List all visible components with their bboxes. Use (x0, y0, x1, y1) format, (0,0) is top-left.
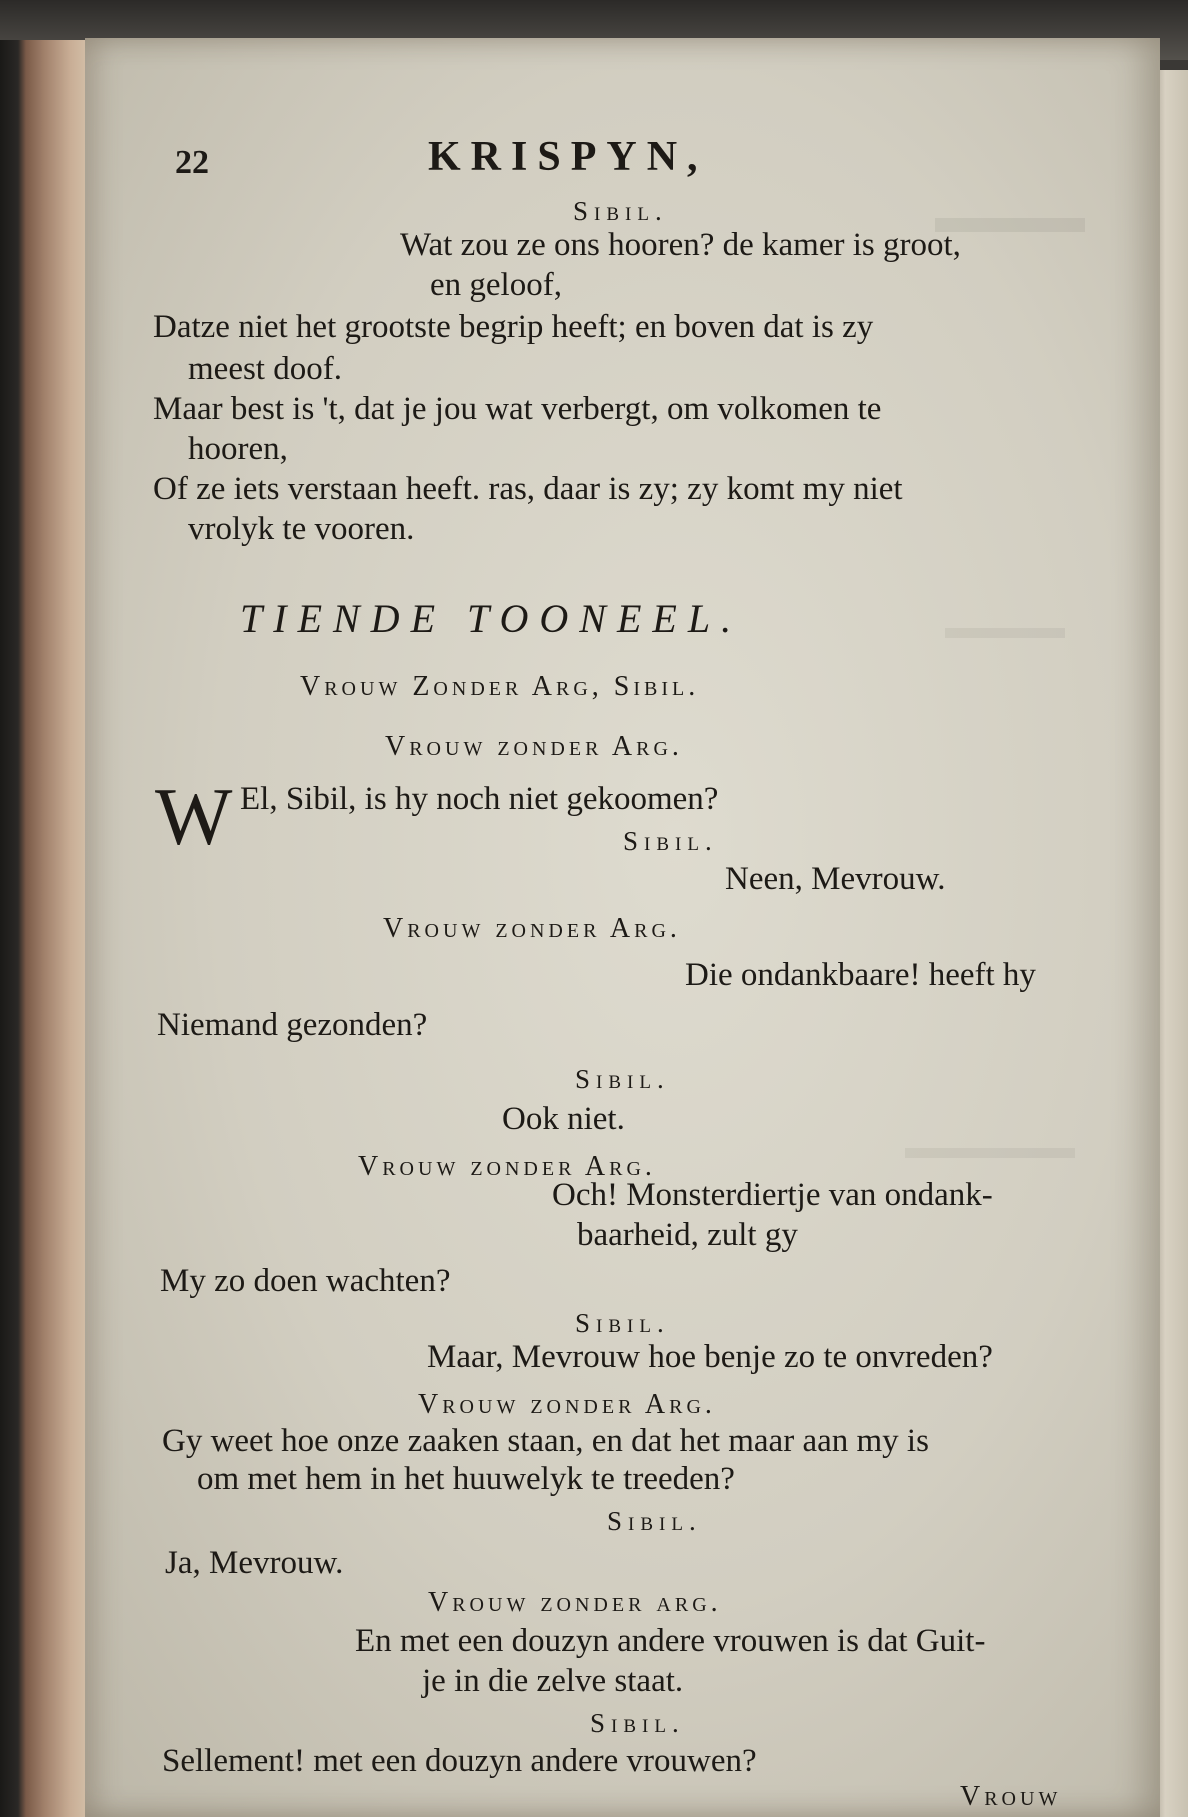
verse-line: om met hem in het huuwelyk te treeden? (197, 1461, 735, 1497)
speaker-sibil: Sibil. (607, 1506, 702, 1536)
verse-line: My zo doen wachten? (160, 1263, 451, 1299)
verse-line: En met een douzyn andere vrouwen is dat Guit- (355, 1623, 986, 1659)
speaker-vrouw: Vrouw zonder Arg. (418, 1389, 716, 1420)
verse-line: Sellement! met een douzyn andere vrouwen? (162, 1743, 757, 1779)
scene-title: TIENDE TOONEEL. (240, 596, 743, 641)
verse-line: vrolyk te vooren. (188, 511, 415, 547)
verse-line: Of ze iets verstaan heeft. ras, daar is zy; zy komt my niet (153, 471, 903, 507)
verse-line: Ook niet. (502, 1101, 625, 1137)
speaker-vrouw: Vrouw zonder Arg. (383, 913, 681, 944)
show-through-mark (945, 628, 1065, 638)
book-spine (0, 40, 95, 1817)
speaker-sibil: Sibil. (575, 1064, 670, 1094)
verse-line: Wat zou ze ons hooren? de kamer is groot, (400, 227, 961, 263)
verse-line: Maar best is 't, dat je jou wat verbergt, om volkomen te (153, 391, 882, 427)
verse-line: El, Sibil, is hy noch niet gekoomen? (240, 781, 719, 817)
verse-line: je in die zelve staat. (422, 1663, 684, 1699)
catchword: Vrouw (960, 1781, 1062, 1812)
speaker-vrouw: Vrouw zonder Arg. (358, 1151, 656, 1182)
verse-line: Gy weet hoe onze zaaken staan, en dat het maar aan my is (162, 1423, 929, 1459)
verse-line: hooren, (188, 431, 288, 467)
speaker-sibil: Sibil. (573, 196, 668, 226)
verse-line: Maar, Mevrouw hoe benje zo te onvreden? (427, 1339, 993, 1375)
verse-line: meest doof. (188, 351, 342, 387)
speaker-vrouw: Vrouw zonder arg. (428, 1587, 722, 1618)
book-page (85, 38, 1160, 1817)
page-number: 22 (175, 144, 209, 181)
characters-line: Vrouw Zonder Arg, Sibil. (300, 671, 700, 702)
verse-line: Die ondankbaare! heeft hy (685, 957, 1036, 993)
show-through-mark (905, 1148, 1075, 1158)
verse-line: Och! Monsterdiertje van ondank- (552, 1177, 993, 1213)
speaker-sibil: Sibil. (575, 1308, 670, 1338)
speaker-vrouw: Vrouw zonder Arg. (385, 731, 683, 762)
verse-line: baarheid, zult gy (577, 1217, 798, 1253)
verse-line: Neen, Mevrouw. (725, 861, 946, 897)
verse-line: Ja, Mevrouw. (165, 1545, 344, 1581)
speaker-sibil: Sibil. (590, 1708, 685, 1738)
verse-line: Niemand gezonden? (157, 1007, 428, 1043)
verse-line: en geloof, (430, 267, 562, 303)
speaker-sibil: Sibil. (623, 826, 718, 856)
drop-cap: W (155, 771, 233, 862)
running-head: KRISPYN, (428, 134, 708, 180)
verse-line: Datze niet het grootste begrip heeft; en boven dat is zy (153, 309, 874, 345)
